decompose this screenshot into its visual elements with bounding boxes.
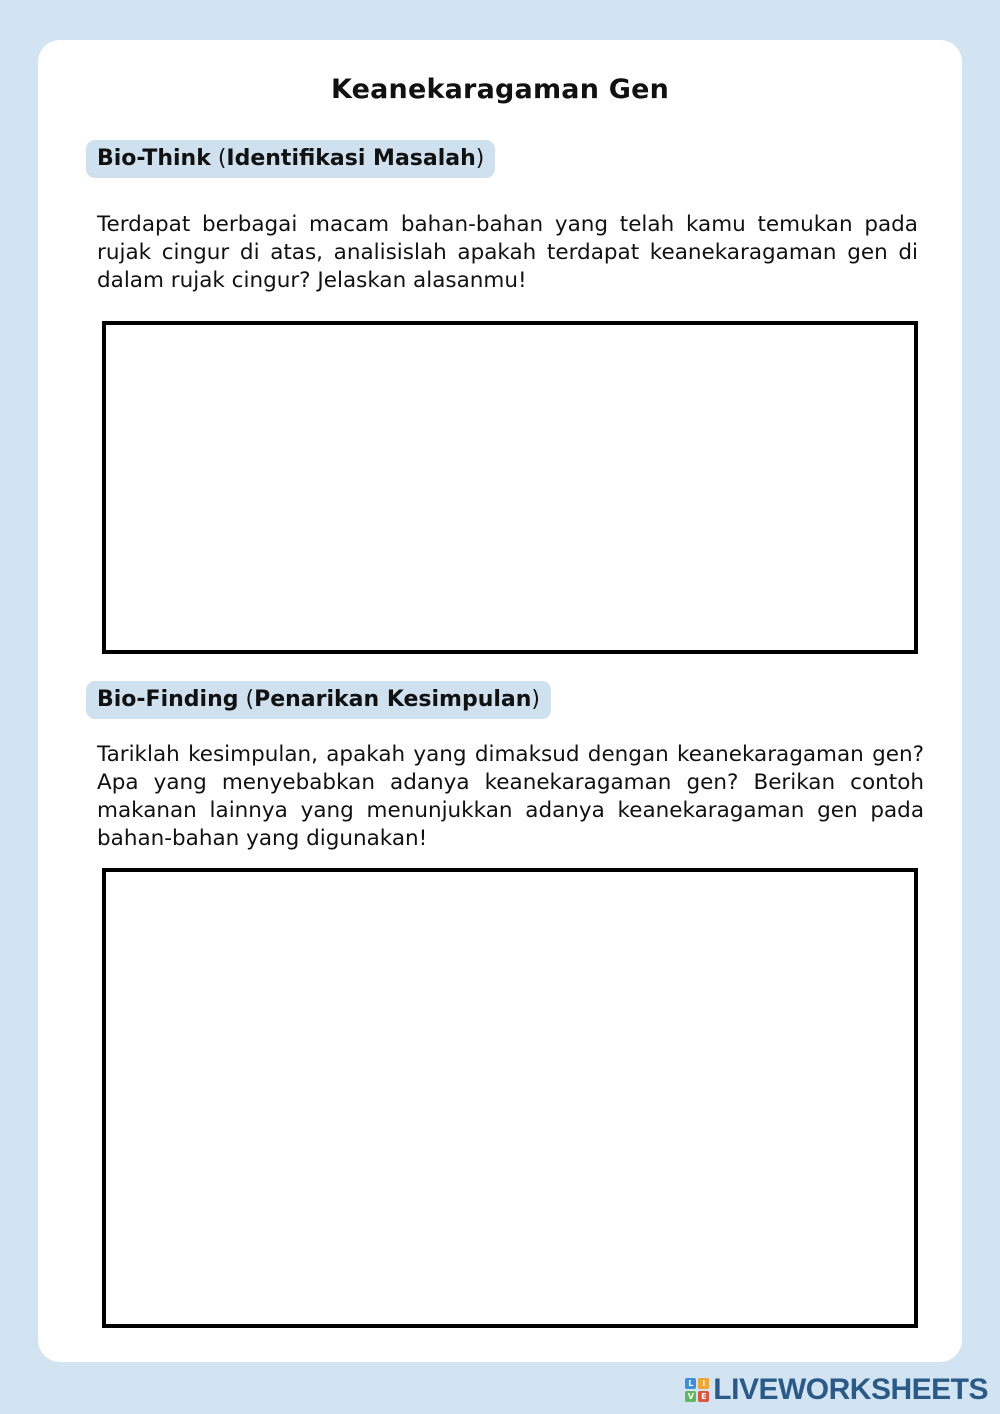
section-heading-bio-finding: [86, 681, 551, 719]
logo-letter: E: [698, 1391, 709, 1402]
page-title: Keanekaragaman Gen: [330, 74, 670, 105]
logo-letter: V: [685, 1391, 696, 1402]
heading-label: Bio-Think: [97, 146, 211, 171]
heading-paren-open: (: [238, 687, 255, 712]
question-prompt-2: Tariklah kesimpulan, apakah yang dimaksud dengan keanekaragaman gen? Apa yang menyebabkan adanya keanekaragaman gen? Berikan contoh makanan lainnya yang menunjukkan adanya keanekaragaman gen pada bahan-bahan yang digunakan!: [97, 742, 924, 851]
answer-box-1[interactable]: [102, 321, 918, 654]
heading-label: Bio-Finding: [97, 687, 239, 712]
question-prompt-1: Terdapat berbagai macam bahan-bahan yang telah kamu temukan pada rujak cingur di atas, analisislah apakah terdapat keanekaragaman gen di dalam rujak cingur? Jelaskan alasanmu!: [97, 212, 918, 293]
heading-paren-close: ): [531, 687, 541, 712]
logo-letter: L: [685, 1378, 696, 1389]
heading-paren-open: (: [210, 146, 227, 171]
heading-subtitle: Identifikasi Masalah: [226, 146, 476, 171]
section-heading-bio-think: [86, 140, 495, 178]
answer-box-2[interactable]: [102, 868, 918, 1328]
heading-paren-close: ): [475, 146, 485, 171]
liveworksheets-logo: [685, 1374, 988, 1406]
heading-subtitle: Penarikan Kesimpulan: [254, 687, 532, 712]
brand-name: LIVEWORKSHEETS: [713, 1373, 988, 1406]
logo-mark-icon: [685, 1378, 709, 1402]
logo-letter: I: [698, 1378, 709, 1389]
